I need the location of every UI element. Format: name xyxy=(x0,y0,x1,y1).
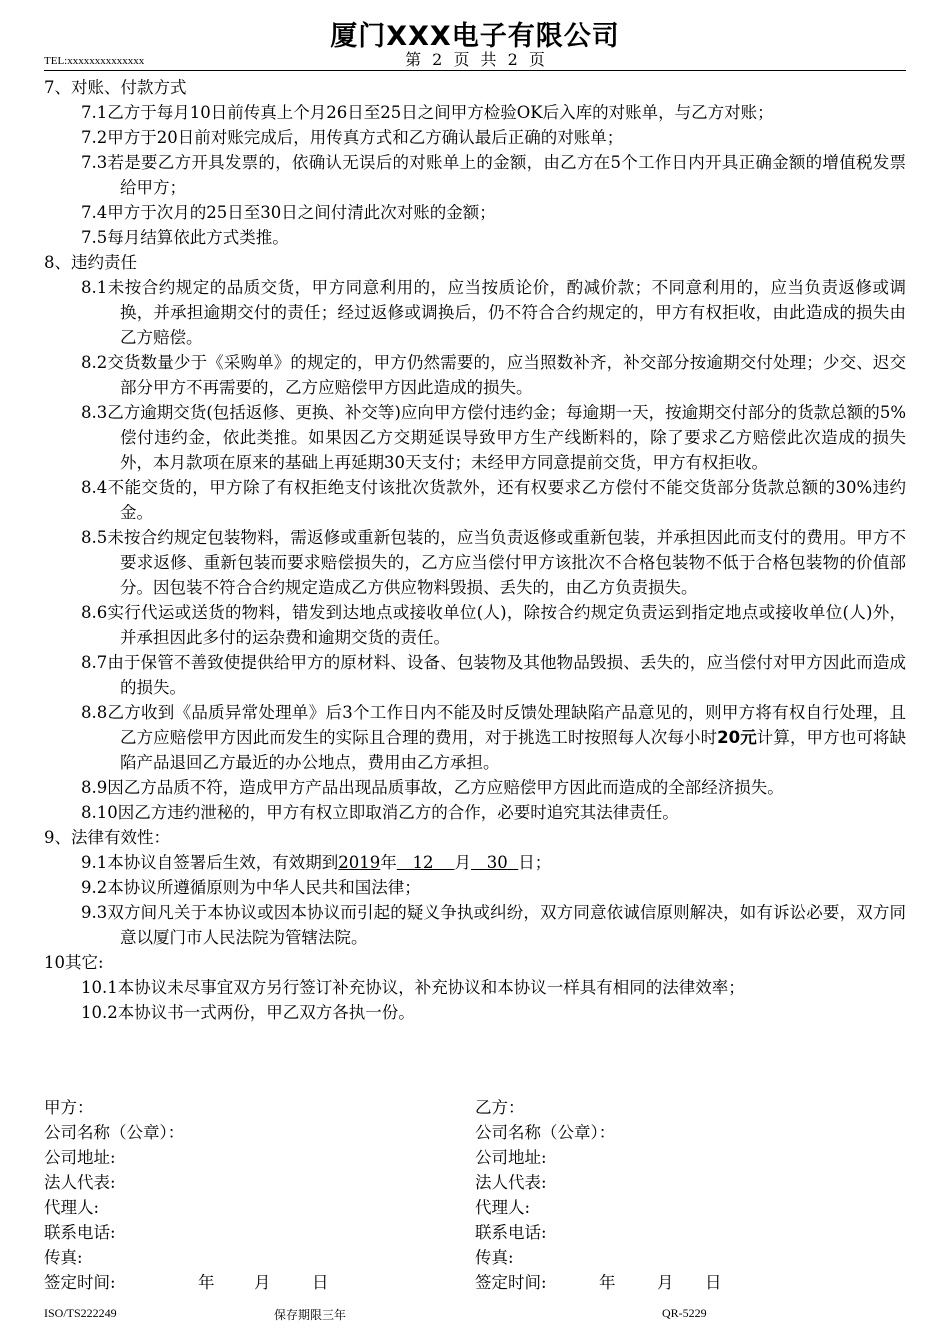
clause-8-5: 8.5未按合约规定包装物料，需返修或重新包装的，应当负责返修或重新包装，并承担因此而支付的费用。甲方不要求返修、重新包装而要求赔偿损失的，乙方应当偿付甲方该批次不合格包装物不低于合格包装物的价值部分。因包装不符合合约规定造成乙方供应物料毁损、丢失的，由乙方负责损失。 xyxy=(81,528,906,597)
party-b-agent: 代理人: xyxy=(475,1198,531,1217)
clause-8-8-text-a: 8.8乙方收到《品质异常处理单》后3个工作日内不能及时反馈处理缺陷产品意见的，则甲方将有权自行处理，且乙方应赔偿甲方因此而发生的实际且合理的费用，对于挑选工时按照每人次每小时 xyxy=(81,703,906,747)
clause-8-10: 8.10因乙方违约泄秘的，甲方有权立即取消乙方的合作，必要时追究其法律责任。 xyxy=(81,803,679,822)
clause-9-1-text: 9.1本协议自签署后生效，有效期到 xyxy=(81,853,339,872)
year-unit: 年 xyxy=(380,853,397,872)
clause-8-2: 8.2交货数量少于《采购单》的规定的，甲方仍然需要的，应当照数补齐，补交部分按逾期交付处理；少交、迟交部分甲方不再需要的，乙方应赔偿甲方因此造成的损失。 xyxy=(81,353,906,397)
valid-year: 2019 xyxy=(338,853,381,872)
party-b-sign-date xyxy=(475,1270,835,1295)
clause-8-8 xyxy=(44,700,906,775)
clause-7-3: 7.3若是要乙方开具发票的，依确认无误后的对账单上的金额，由乙方在5个工作日内开具正确金额的增值税发票给甲方； xyxy=(81,153,906,197)
party-a-address: 公司地址: xyxy=(44,1148,116,1167)
party-a-company-name: 公司名称（公章）： xyxy=(44,1123,185,1142)
party-a-label: 甲方： xyxy=(44,1098,94,1117)
party-b-month: 月 xyxy=(657,1273,674,1292)
party-b-phone: 联系电话: xyxy=(475,1223,547,1242)
valid-month-value: 12 xyxy=(412,853,434,872)
party-b-address: 公司地址: xyxy=(475,1148,547,1167)
page-number: 第 2 页 共 2 页 xyxy=(405,50,545,69)
clause-8-7: 8.7由于保管不善致使提供给甲方的原材料、设备、包装物及其他物品毁损、丢失的，应当偿付对甲方因此而造成的损失。 xyxy=(81,653,906,697)
clause-10-1: 10.1本协议未尽事宜双方另行签订补充协议，补充协议和本协议一样具有相同的法律效率； xyxy=(81,978,745,997)
clause-7-1: 7.1乙方于每月10日前传真上个月26日至25日之间甲方检验OK后入库的对账单，与乙方对账； xyxy=(81,103,774,122)
party-a-agent: 代理人: xyxy=(44,1198,100,1217)
header-rule xyxy=(44,70,906,71)
clause-8-6: 8.6实行代运或送货的物料，错发到达地点或接收单位(人)，除按合约规定负责运到指定地点或接收单位(人)外，并承担因此多付的运杂费和逾期交货的责任。 xyxy=(81,603,906,647)
footer-form-code: QR-5229 xyxy=(662,1306,707,1320)
hourly-fee: 20元 xyxy=(717,728,757,747)
company-title: 厦门XXX电子有限公司 xyxy=(330,21,620,52)
party-a-sign-date xyxy=(44,1270,404,1295)
party-b-signature-block xyxy=(475,1095,835,1295)
day-unit: 日； xyxy=(518,853,552,872)
section-8-heading: 8、违约责任 xyxy=(44,253,137,272)
clause-7-4: 7.4甲方于次月的25日至30日之间付清此次对账的金额； xyxy=(81,203,496,222)
section-7-heading: 7、对账、付款方式 xyxy=(44,78,187,97)
valid-day-value: 30 xyxy=(486,853,508,872)
party-b-day: 日 xyxy=(705,1273,722,1292)
valid-month xyxy=(397,853,455,872)
valid-day xyxy=(471,853,518,872)
party-b-fax: 传真: xyxy=(475,1248,514,1267)
party-a-fax: 传真: xyxy=(44,1248,83,1267)
section-9-heading: 9、法律有效性： xyxy=(44,828,170,847)
party-a-legal-rep: 法人代表: xyxy=(44,1173,116,1192)
clause-8-1: 8.1未按合约规定的品质交货，甲方同意利用的，应当按质论价，酌减价款；不同意利用的，应当负责返修或调换，并承担逾期交付的责任；经过返修或调换后，仍不符合合约规定的，甲方有权拒收，由此造成的损失由乙方赔偿。 xyxy=(81,278,906,347)
contract-body xyxy=(44,75,906,1025)
clause-7-2: 7.2甲方于20日前对账完成后，用传真方式和乙方确认最后正确的对账单； xyxy=(81,128,624,147)
party-a-year: 年 xyxy=(198,1273,215,1292)
party-a-signature-block xyxy=(44,1095,404,1295)
party-b-company-name: 公司名称（公章）： xyxy=(475,1123,616,1142)
clause-8-9: 8.9因乙方品质不符，造成甲方产品出现品质事故，乙方应赔偿甲方因此而造成的全部经济损失。 xyxy=(81,778,784,797)
month-unit: 月 xyxy=(454,853,471,872)
section-10-heading: 10其它: xyxy=(44,953,104,972)
clause-10-2: 10.2本协议书一式两份，甲乙双方各执一份。 xyxy=(81,1003,415,1022)
party-b-legal-rep: 法人代表: xyxy=(475,1173,547,1192)
footer-iso-code: ISO/TS222249 xyxy=(44,1306,117,1320)
tel-number: TEL:xxxxxxxxxxxxxx xyxy=(44,55,145,67)
clause-9-2: 9.2本协议所遵循原则为中华人民共和国法律； xyxy=(81,878,421,897)
party-b-year: 年 xyxy=(599,1273,616,1292)
party-a-day: 日 xyxy=(312,1273,329,1292)
footer-retention: 保存期限三年 xyxy=(274,1308,347,1322)
clause-8-3: 8.3乙方逾期交货(包括返修、更换、补交等)应向甲方偿付违约金；每逾期一天，按逾期交付部分的货款总额的5%偿付违约金，依此类推。如果因乙方交期延误导致甲方生产线断料的，除了要求乙方赔偿此次造成的损失外，本月款项在原来的基础上再延期30天支付；未经甲方同意提前交货，甲方有权拒收。 xyxy=(81,403,906,472)
clause-9-1 xyxy=(44,850,906,875)
clause-8-4: 8.4不能交货的，甲方除了有权拒绝支付该批次货款外，还有权要求乙方偿付不能交货部分货款总额的30%违约金。 xyxy=(81,478,906,522)
party-a-phone: 联系电话: xyxy=(44,1223,116,1242)
clause-8-8-text-b: 计算，甲方也可将缺陷产品退回乙方最近的办公地点，费用由乙方承担。 xyxy=(120,728,906,772)
party-b-date-label: 签定时间: xyxy=(475,1273,547,1292)
clause-7-5: 7.5每月结算依此方式类推。 xyxy=(81,228,289,247)
party-b-label: 乙方： xyxy=(475,1098,525,1117)
clause-9-3: 9.3双方间凡关于本协议或因本协议而引起的疑义争执或纠纷，双方同意依诚信原则解决，如有诉讼必要，双方同意以厦门市人民法院为管辖法院。 xyxy=(81,903,906,947)
party-a-month: 月 xyxy=(254,1273,271,1292)
party-a-date-label: 签定时间: xyxy=(44,1273,116,1292)
